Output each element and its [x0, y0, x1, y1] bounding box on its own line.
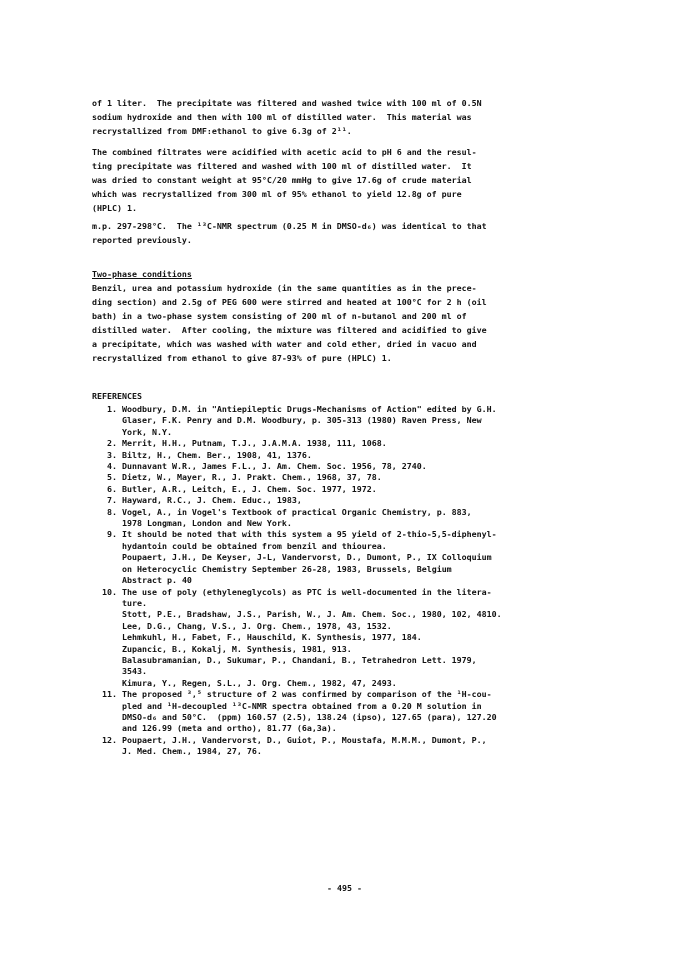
- reference-item: 4. Dunnavant W.R., James F.L., J. Am. Chem. Soc. 1956, 78, 2740.: [107, 461, 427, 472]
- reference-item: 11. The proposed ³,⁵ structure of 2 was confirmed by comparison of the ¹H-cou- pled and ¹H-decoupled ¹³C-NMR spectra obtained from a 0.20 M solution in DMSO-d₆ and 50°C. (ppm) 160.57 (2.5), 138.24 (ipso), 127.65 (para), 127.20 and 126.99 (meta and ortho), 81.77 (6a,3a).: [102, 689, 497, 734]
- reference-item: 9. It should be noted that with this system a 95 yield of 2-thio-5,5-diphenyl- hydantoin could be obtained from benzil and thiourea. Poupaert, J.H., De Keyser, J-L, Vandervorst, D., Dumont, P., IX Colloquium on Heterocyclic Chemistry September 26-28, 1983, Brussels, Belgium Abstract p. 40: [107, 529, 497, 586]
- reference-item: 2. Merrit, H.H., Putnam, T.J., J.A.M.A. 1938, 111, 1068.: [107, 438, 387, 449]
- reference-item: 1. Woodbury, D.M. in "Antiepileptic Drugs-Mechanisms of Action" edited by G.H. Glaser, F.K. Penry and D.M. Woodbury, p. 305-313 (1980) Raven Press, New York, N.Y.: [107, 404, 497, 437]
- references-heading: REFERENCES: [92, 391, 142, 401]
- reference-item: 8. Vogel, A., in Vogel's Textbook of practical Organic Chemistry, p. 883, 1978 Longman, London and New York.: [107, 506, 472, 529]
- page-number: - 495 -: [327, 883, 362, 893]
- references-list: [92, 404, 632, 758]
- paragraph-two-phase: Benzil, urea and potassium hydroxide (in the same quantities as in the prece- ding section) and 2.5g of PEG 600 were stirred and heated at 100°C for 2 h (oil bath) in a two-phase system consisting of 200 ml of n-butanol and 200 ml of distilled water. After cooling, the mixture was filtered and acidified to give a precipitate, which was washed with water and cold ether, dried in vacuo and recrystallized from ethanol to give 87-93% of pure (HPLC) 1.: [92, 283, 487, 363]
- reference-item: 10. The use of poly (ethyleneglycols) as PTC is well-documented in the litera- ture. Stott, P.E., Bradshaw, J.S., Parish, W., J. Am. Chem. Soc., 1980, 102, 4810. Lee, D.G., Chang, V.S., J. Org. Chem., 1978, 43, 1532. Lehmkuhl, H., Fabet, F., Hauschild, K. Synthesis, 1977, 184. Zupancic, B., Kokalj, M. Synthesis, 1981, 913. Balasubramanian, D., Sukumar, P., Chandani, B., Tetrahedron Lett. 1979, 3543. Kimura, Y., Regen, S.L., J. Org. Chem., 1982, 47, 2493.: [102, 586, 502, 688]
- reference-item: 7. Hayward, R.C., J. Chem. Educ., 1983,: [107, 495, 302, 506]
- paragraph-recrystallization: of 1 liter. The precipitate was filtered and washed twice with 100 ml of 0.5N sodium hydroxide and then with 100 ml of distilled water. This material was recrystallized from DMF:ethanol to give 6.3g of 2¹¹.: [92, 98, 482, 136]
- reference-item: 5. Dietz, W., Mayer, R., J. Prakt. Chem., 1968, 37, 78.: [107, 472, 382, 483]
- paragraph-melting-point: m.p. 297-298°C. The ¹³C-NMR spectrum (0.25 M in DMSO-d₆) was identical to that reported previously.: [92, 221, 487, 245]
- reference-item: 3. Biltz, H., Chem. Ber., 1908, 41, 1376.: [107, 449, 312, 460]
- section-heading-two-phase: Two-phase conditions: [92, 269, 192, 279]
- reference-item: 12. Poupaert, J.H., Vandervorst, D., Guiot, P., Moustafa, M.M.M., Dumont, P., J. Med. Chem., 1984, 27, 76.: [102, 734, 487, 757]
- paragraph-combined-filtrates: The combined filtrates were acidified with acetic acid to pH 6 and the resul- ting precipitate was filtered and washed with 100 ml of distilled water. It was dried to constant weight at 95°C/20 mmHg to give 17.6g of crude material which was recrystallized from 300 ml of 95% ethanol to yield 12.8g of pure (HPLC) 1.: [92, 147, 477, 213]
- reference-item: 6. Butler, A.R., Leitch, E., J. Chem. Soc. 1977, 1972.: [107, 483, 377, 494]
